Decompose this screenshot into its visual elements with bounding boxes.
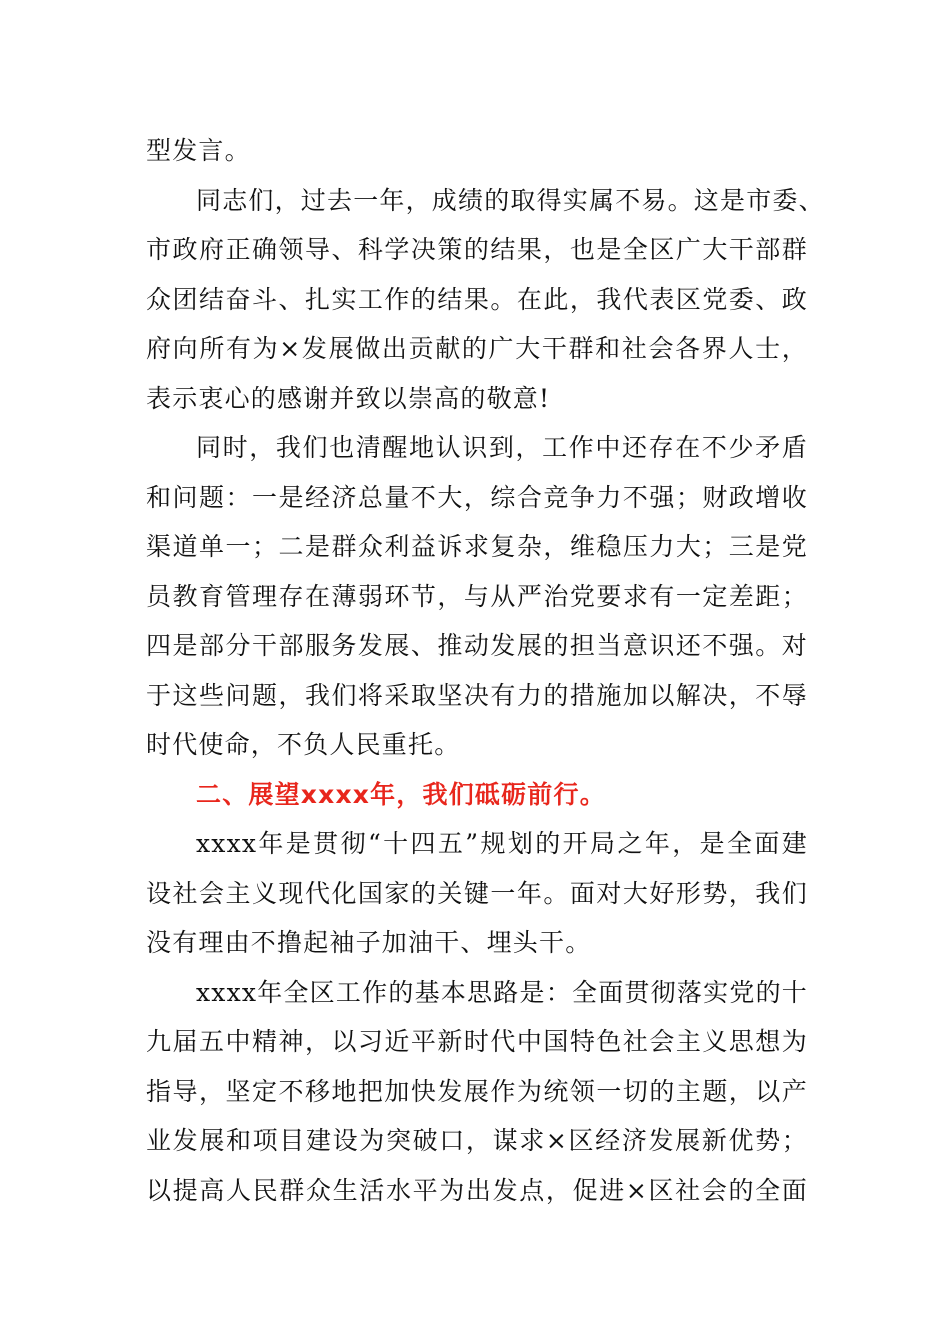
paragraph-line: 设社会主义现代化国家的关键一年。面对大好形势，我们: [146, 878, 808, 908]
paragraph-line: 和问题：一是经济总量不大，综合竞争力不强；财政增收: [146, 482, 808, 512]
paragraph-line: 指导，坚定不移地把加快发展作为统领一切的主题，以产: [146, 1076, 808, 1106]
paragraph-line: 同时，我们也清醒地认识到，工作中还存在不少矛盾: [196, 433, 808, 462]
paragraph-line: 以提高人民群众生活水平为出发点，促进×区社会的全面: [146, 1175, 808, 1205]
paragraph-line: 员教育管理存在薄弱环节，与从严治党要求有一定差距；: [146, 581, 808, 611]
paragraph-line: xxxx年全区工作的基本思路是：全面贯彻落实党的十: [196, 977, 808, 1007]
paragraph-line: xxxx年是贯彻“十四五”规划的开局之年，是全面建: [196, 829, 808, 858]
paragraph-line: 渠道单一；二是群众利益诉求复杂，维稳压力大；三是党: [146, 532, 808, 561]
paragraph-line: 四是部分干部服务发展、推动发展的担当意识还不强。对: [146, 631, 808, 660]
paragraph-line: 市政府正确领导、科学决策的结果，也是全区广大干部群: [146, 235, 808, 264]
paragraph-line: 没有理由不撸起袖子加油干、埋头干。: [146, 928, 592, 957]
paragraph-line: 业发展和项目建设为突破口，谋求×区经济发展新优势；: [146, 1126, 808, 1155]
paragraph-line: 众团结奋斗、扎实工作的结果。在此，我代表区党委、政: [146, 284, 808, 314]
paragraph-line: 府向所有为×发展做出贡献的广大干群和社会各界人士，: [146, 334, 808, 363]
paragraph-line: 时代使命，不负人民重托。: [146, 730, 461, 759]
document-body: [146, 126, 825, 1215]
paragraph-line: 于这些问题，我们将采取坚决有力的措施加以解决，不辱: [146, 680, 808, 710]
paragraph-line: 同志们，过去一年，成绩的取得实属不易。这是市委、: [196, 185, 825, 215]
paragraph-line: 表示衷心的感谢并致以崇高的敬意!: [146, 383, 551, 413]
paragraph-line: 九届五中精神，以习近平新时代中国特色社会主义思想为: [146, 1027, 808, 1056]
paragraph-line: 型发言。: [146, 136, 251, 165]
section-heading: 二、展望xxxx年，我们砥砺前行。: [196, 779, 606, 809]
